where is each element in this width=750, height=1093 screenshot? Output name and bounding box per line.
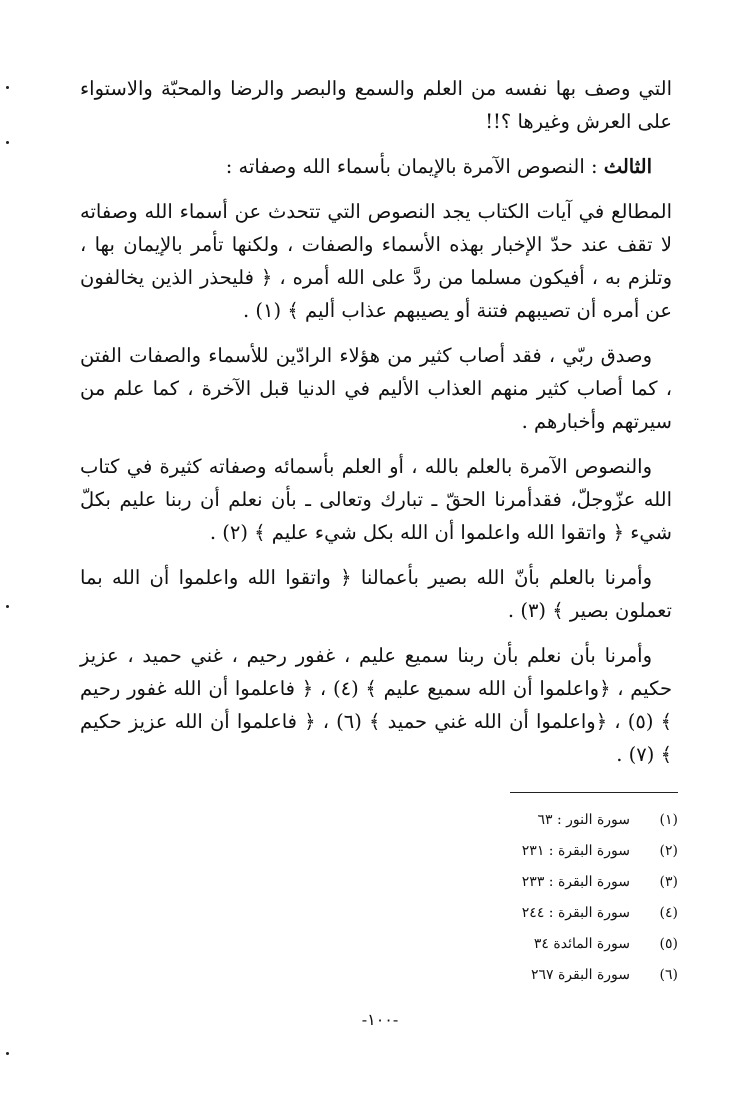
footnote-number: (٢) xyxy=(659,842,678,859)
footnote-item xyxy=(420,959,678,990)
footnote-item xyxy=(420,835,678,866)
footnote-number: (٤) xyxy=(659,904,678,921)
scan-speck xyxy=(6,141,9,144)
paragraph-6: وأمرنا بأن نعلم بأن ربنا سميع عليم ، غفور رحيم ، غني حميد ، عزيز حكيم ، ﴿واعلموا أن الله سميع عليم ﴾ (٤) ، ﴿ فاعلموا أن الله غفور رحيم ﴾ (٥) ، ﴿واعلموا أن الله غني حميد ﴾ (٦) ، ﴿ فاعلموا أن الله عزيز حكيم ﴾ (٧) . xyxy=(80,644,672,766)
footnote-item xyxy=(420,866,678,897)
section-heading xyxy=(80,150,672,183)
footnote-item xyxy=(420,928,678,959)
footnote-number: (٣) xyxy=(659,873,678,890)
footnote-text: سورة البقرة : ٢٣٣ xyxy=(521,873,630,890)
footnote-text: سورة النور : ٦٣ xyxy=(537,811,630,828)
paragraph-3: وصدق ربّي ، فقد أصاب كثير من هؤلاء الرادّين للأسماء والصفات الفتن ، كما أصاب كثير منهم العذاب الأليم في الدنيا قبل الآخرة ، كما علم من سيرتهم وأخبارهم . xyxy=(80,344,672,433)
page-body xyxy=(80,72,672,771)
scan-speck xyxy=(6,86,9,89)
scan-speck xyxy=(6,1052,9,1055)
footnote-text: سورة البقرة : ٢٣١ xyxy=(521,842,630,859)
footnote-text: سورة البقرة ٢٦٧ xyxy=(530,966,630,983)
footnote-number: (٦) xyxy=(659,966,678,983)
footnote-number: (١) xyxy=(659,811,678,828)
footnote-item xyxy=(420,897,678,928)
footnote-divider xyxy=(510,792,678,793)
footnotes xyxy=(420,804,678,990)
heading-label: الثالث xyxy=(603,155,652,178)
paragraph-5: وأمرنا بالعلم بأنّ الله بصير بأعمالنا ﴿ واتقوا الله واعلموا أن الله بما تعملون بصير ﴾ (٣) . xyxy=(80,566,672,622)
scan-speck xyxy=(6,605,9,608)
footnote-item xyxy=(420,804,678,835)
paragraph-4: والنصوص الآمرة بالعلم بالله ، أو العلم بأسمائه وصفاته كثيرة في كتاب الله عزّوجلّ، فقدأمرنا الحقّ ـ تبارك وتعالى ـ بأن نعلم أن ربنا عليم بكلّ شيء ﴿ واتقوا الله واعلموا أن الله بكل شيء عليم ﴾ (٢) . xyxy=(80,455,672,544)
paragraph-1: التي وصف بها نفسه من العلم والسمع والبصر والرضا والمحبّة والاستواء على العرش وغيرها ؟!! xyxy=(80,77,672,133)
heading-text: : النصوص الآمرة بالإيمان بأسماء الله وصفاته : xyxy=(225,155,604,178)
footnote-text: سورة المائدة ٣٤ xyxy=(533,935,630,952)
footnote-text: سورة البقرة : ٢٤٤ xyxy=(521,904,630,921)
paragraph-2: المطالع في آيات الكتاب يجد النصوص التي تتحدث عن أسماء الله وصفاته لا تقف عند حدّ الإخبار بهذه الأسماء والصفات ، ولكنها تأمر بالإيمان بها ، وتلزم به ، أفيكون مسلما من ردَّ على الله أمره ، ﴿ فليحذر الذين يخالفون عن أمره أن تصيبهم فتنة أو يصيبهم عذاب أليم ﴾ (١) . xyxy=(80,200,672,322)
footnote-number: (٥) xyxy=(659,935,678,952)
page-number: -١٠٠- xyxy=(361,1010,399,1029)
